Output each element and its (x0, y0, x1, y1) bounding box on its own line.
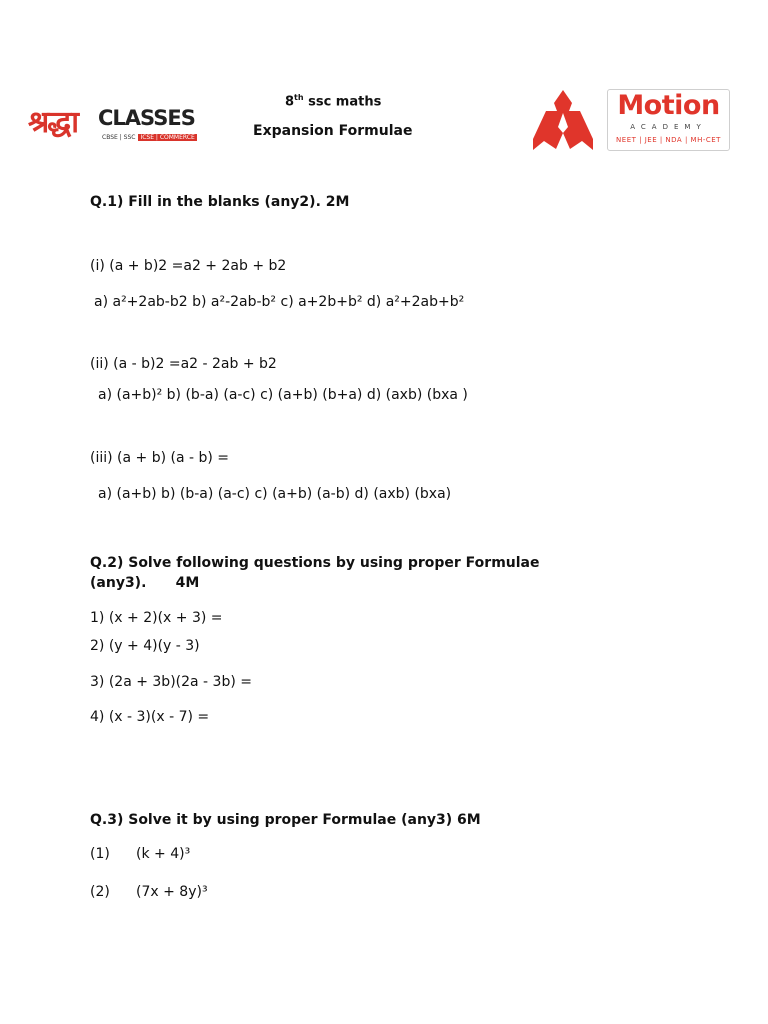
q1-part2-question: (ii) (a - b)2 =a2 - 2ab + b2 (90, 356, 277, 372)
motion-emblem-icon (532, 89, 594, 151)
q1-part2-options: a) (a+b)² b) (b-a) (a-c) c) (a+b) (b+a) d) (axb) (bxa ) (98, 387, 468, 403)
page-title: Expansion Formulae (253, 123, 413, 139)
q3-item-1-expression: (k + 4)³ (136, 846, 191, 862)
motion-academy-logo (607, 89, 730, 151)
motion-logo-sub: ACADEMY (630, 123, 707, 131)
q3-item-2-number: (2) (90, 884, 110, 900)
q1-heading: Q.1) Fill in the blanks (any2). 2M (90, 194, 350, 210)
q2-item-2: 2) (y + 4)(y - 3) (90, 638, 200, 654)
q1-part1-options: a) a²+2ab-b2 b) a²-2ab-b² c) a+2b+b² d) a²+2ab+b² (94, 294, 465, 310)
q2-item-4: 4) (x - 3)(x - 7) = (90, 709, 210, 725)
q2-item-3: 3) (2a + 3b)(2a - 3b) = (90, 674, 252, 690)
motion-logo-tags: NEET | JEE | NDA | MH-CET (616, 136, 721, 144)
q1-part1-question: (i) (a + b)2 =a2 + 2ab + b2 (90, 258, 287, 274)
q3-heading: Q.3) Solve it by using proper Formulae (any3) 6M (90, 812, 481, 828)
logo-classes-text: CLASSES (98, 106, 195, 130)
shraddha-classes-logo (28, 98, 195, 158)
q3-item-2-expression: (7x + 8y)³ (136, 884, 208, 900)
q1-part3-question: (iii) (a + b) (a - b) = (90, 450, 230, 466)
grade-subject-line: 8th ssc maths (285, 93, 382, 110)
q2-heading-line2: (any3). 4M (90, 575, 200, 591)
logo-devanagari-text: श्रद्धा (28, 105, 77, 140)
q3-item-1-number: (1) (90, 846, 110, 862)
logo-tagline: CBSE | SSC ICSE | COMMERCE (102, 134, 195, 141)
motion-logo-name: Motion (617, 90, 720, 121)
q2-heading-line1: Q.2) Solve following questions by using proper Formulae (90, 555, 540, 571)
q1-part3-options: a) (a+b) b) (b-a) (a-c) c) (a+b) (a-b) d) (axb) (bxa) (98, 486, 452, 502)
q2-item-1: 1) (x + 2)(x + 3) = (90, 610, 223, 626)
